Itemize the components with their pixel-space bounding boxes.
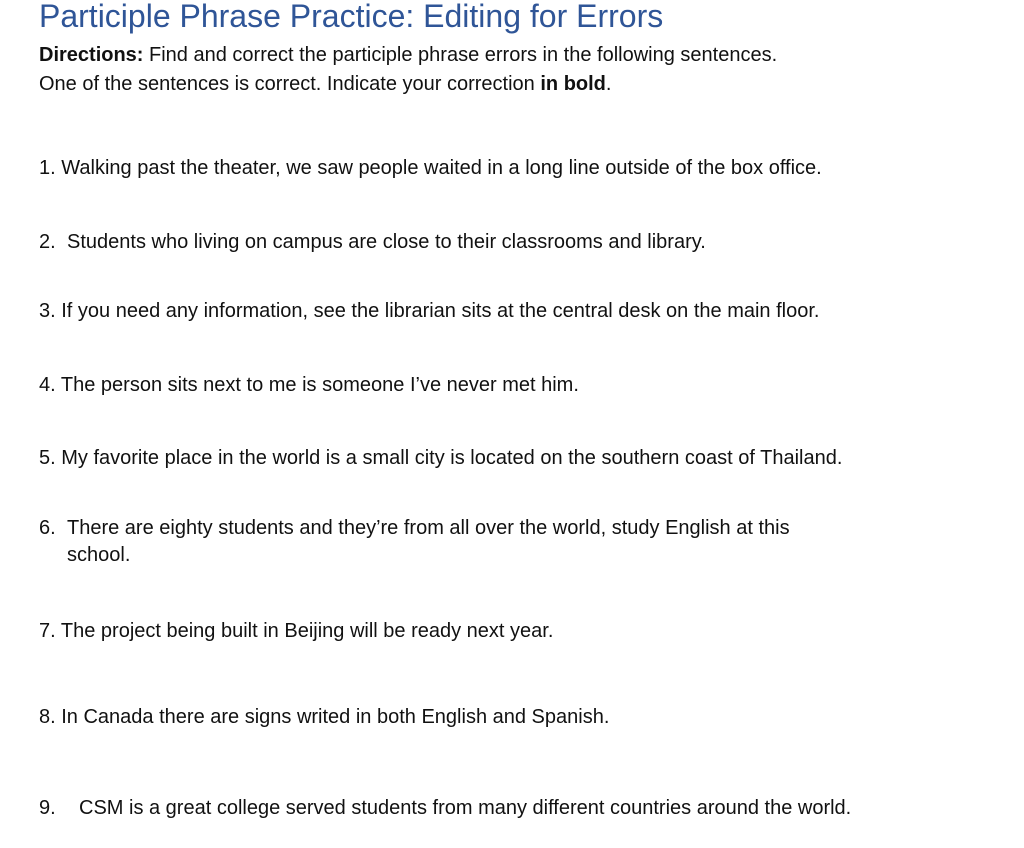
page-title: Participle Phrase Practice: Editing for Errors	[39, 0, 664, 34]
item-number: 3.	[39, 300, 56, 322]
item-number: 4.	[39, 374, 56, 396]
item-text: My favorite place in the world is a small city is located on the southern coast of Thailand.	[61, 447, 843, 469]
directions-bold: in bold	[540, 73, 606, 95]
list-item	[39, 228, 706, 256]
directions-label: Directions:	[39, 44, 144, 66]
item-text: CSM is a great college served students from many different countries around the world.	[79, 797, 852, 819]
list-item	[39, 794, 851, 822]
directions-text: Find and correct the participle phrase errors in the following sentences. One of the sentences is correct. Indicate your correction	[39, 44, 778, 95]
item-text: There are eighty students and they’re from all over the world, study English at this	[67, 517, 790, 539]
item-text: Students who living on campus are close to their classrooms and library.	[67, 231, 706, 253]
item-text: The project being built in Beijing will be ready next year.	[60, 620, 554, 642]
list-item	[39, 617, 553, 645]
item-number: 7.	[39, 620, 56, 642]
item-text: In Canada there are signs writed in both English and Spanish.	[61, 706, 610, 728]
item-text: The person sits next to me is someone I’ve never met him.	[60, 374, 579, 396]
list-item	[39, 371, 579, 399]
item-number: 6.	[39, 517, 56, 539]
item-number: 5.	[39, 447, 56, 469]
list-item	[39, 703, 609, 731]
directions	[39, 41, 779, 99]
item-number: 2.	[39, 231, 56, 253]
item-number: 9.	[39, 797, 56, 819]
list-item	[39, 514, 790, 542]
item-text: If you need any information, see the librarian sits at the central desk on the main floor.	[61, 300, 820, 322]
directions-end: .	[605, 73, 612, 95]
item-text: Walking past the theater, we saw people waited in a long line outside of the box office.	[61, 157, 822, 179]
list-item	[39, 154, 822, 182]
item-text-continued: school.	[67, 544, 131, 566]
item-number: 8.	[39, 706, 56, 728]
item-number: 1.	[39, 157, 56, 179]
list-item	[39, 297, 819, 325]
list-item	[39, 444, 842, 472]
